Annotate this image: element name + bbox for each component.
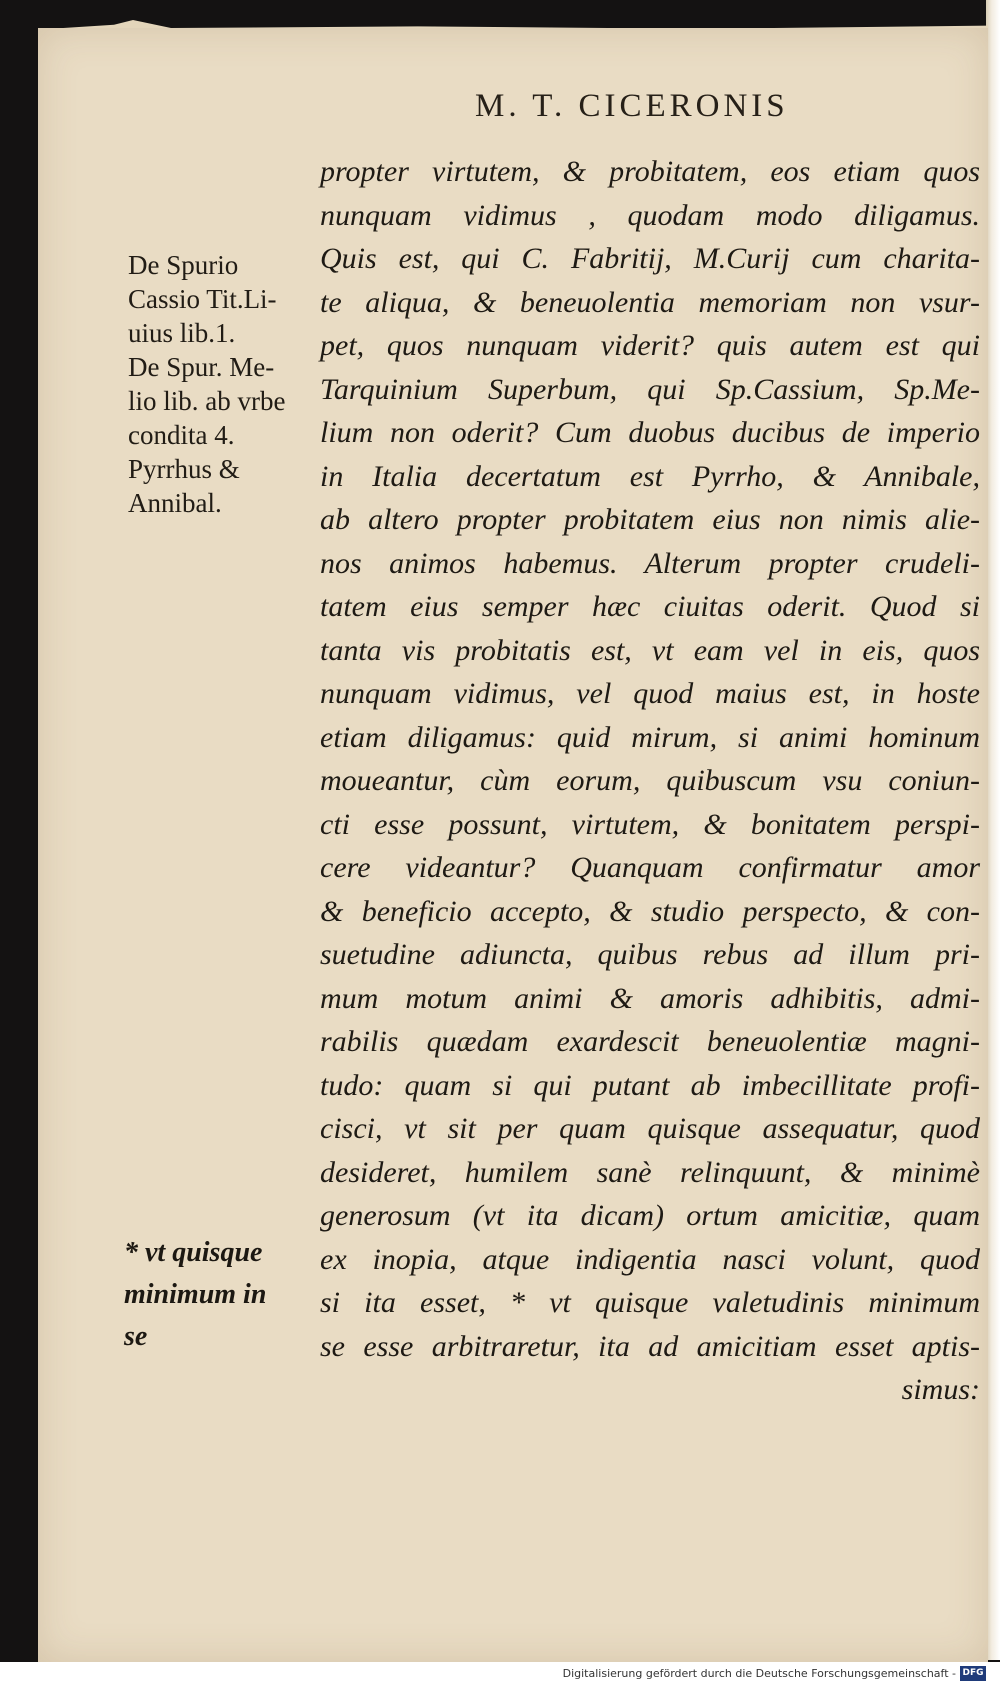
text-line: te aliqua, & beneuolentia memoriam non vsur- [320,285,980,319]
margin-note-line: Pyrrhus & [128,454,240,484]
margin-note-line: condita 4. [128,420,235,450]
margin-note-line: De Spur. Me- [128,352,275,382]
footer-credit: Digitalisierung gefördert durch die Deutsche Forschungsgemeinschaft - [562,1667,956,1680]
main-text-block [320,150,980,1412]
text-line: tatem eius semper hæc ciuitas oderit. Quod si [320,590,980,623]
text-line: si ita esset, * vt quisque valetudinis minimum [320,1286,980,1319]
text-line: nunquam vidimus , quodam modo diligamus. [320,198,980,232]
text-line: in Italia decertatum est Pyrrho, & Annibale, [320,459,980,493]
text-line: nos animos habemus. Alterum propter crudeli- [320,546,980,580]
text-line: tudo: quam si qui putant ab imbecillitate profi- [320,1068,980,1102]
margin-notes [128,248,318,520]
margin-variant-line: * vt quisque [124,1237,263,1268]
text-line: pet, quos nunquam viderit? quis autem est qui [320,329,980,362]
margin-note-line: Cassio Tit.Li- [128,284,277,314]
margin-note-line: De Spurio [128,250,239,280]
text-line: etiam diligamus: quid mirum, si animi hominum [320,720,980,754]
text-line: & beneficio accepto, & studio perspecto, & con- [320,894,980,928]
text-line: ab altero propter probitatem eius non nimis alie- [320,503,980,536]
dfg-logo-icon: DFG [960,1666,986,1681]
text-line: mum motum animi & amoris adhibitis, admi- [320,981,980,1015]
margin-variant-note [124,1232,314,1358]
text-line: suetudine adiuncta, quibus rebus ad illum pri- [320,938,980,971]
text-line: moueantur, cùm eorum, quibuscum vsu coniun- [320,764,980,797]
running-head: M. T. CICERONIS [475,88,789,124]
text-line: se esse arbitraretur, ita ad amicitiam esset aptis- [320,1329,980,1363]
margin-note-line: uius lib.1. [128,318,236,348]
margin-variant-line: minimum in [124,1279,267,1310]
text-line: Tarquinium Superbum, qui Sp.Cassium, Sp.Me- [320,372,980,406]
text-line-catchword: simus: [901,1373,980,1406]
text-line: cti esse possunt, virtutem, & bonitatem perspi- [320,807,980,841]
margin-variant-line: se [124,1321,148,1352]
text-line: nunquam vidimus, vel quod maius est, in hoste [320,677,980,710]
text-line: ex inopia, atque indigentia nasci volunt, quod [320,1242,980,1276]
text-line: tanta vis probitatis est, vt eam vel in eis, quos [320,633,980,667]
text-line: lium non oderit? Cum duobus ducibus de imperio [320,416,980,449]
book-edge [986,0,1000,1660]
margin-note-line: Annibal. [128,488,222,518]
text-line: generosum (vt ita dicam) ortum amicitiæ, quam [320,1199,980,1232]
text-line: propter virtutem, & probitatem, eos etiam quos [320,155,980,188]
text-line: Quis est, qui C. Fabritij, M.Curij cum charita- [320,242,980,275]
text-line: desideret, humilem sanè relinquunt, & minimè [320,1155,980,1189]
text-line: cere videantur? Quanquam confirmatur amor [320,851,980,884]
text-line: cisci, vt sit per quam quisque assequatur, quod [320,1112,980,1145]
text-line: rabilis quædam exardescit beneuolentiæ magni- [320,1025,980,1058]
margin-note-line: lio lib. ab vrbe [128,386,286,416]
